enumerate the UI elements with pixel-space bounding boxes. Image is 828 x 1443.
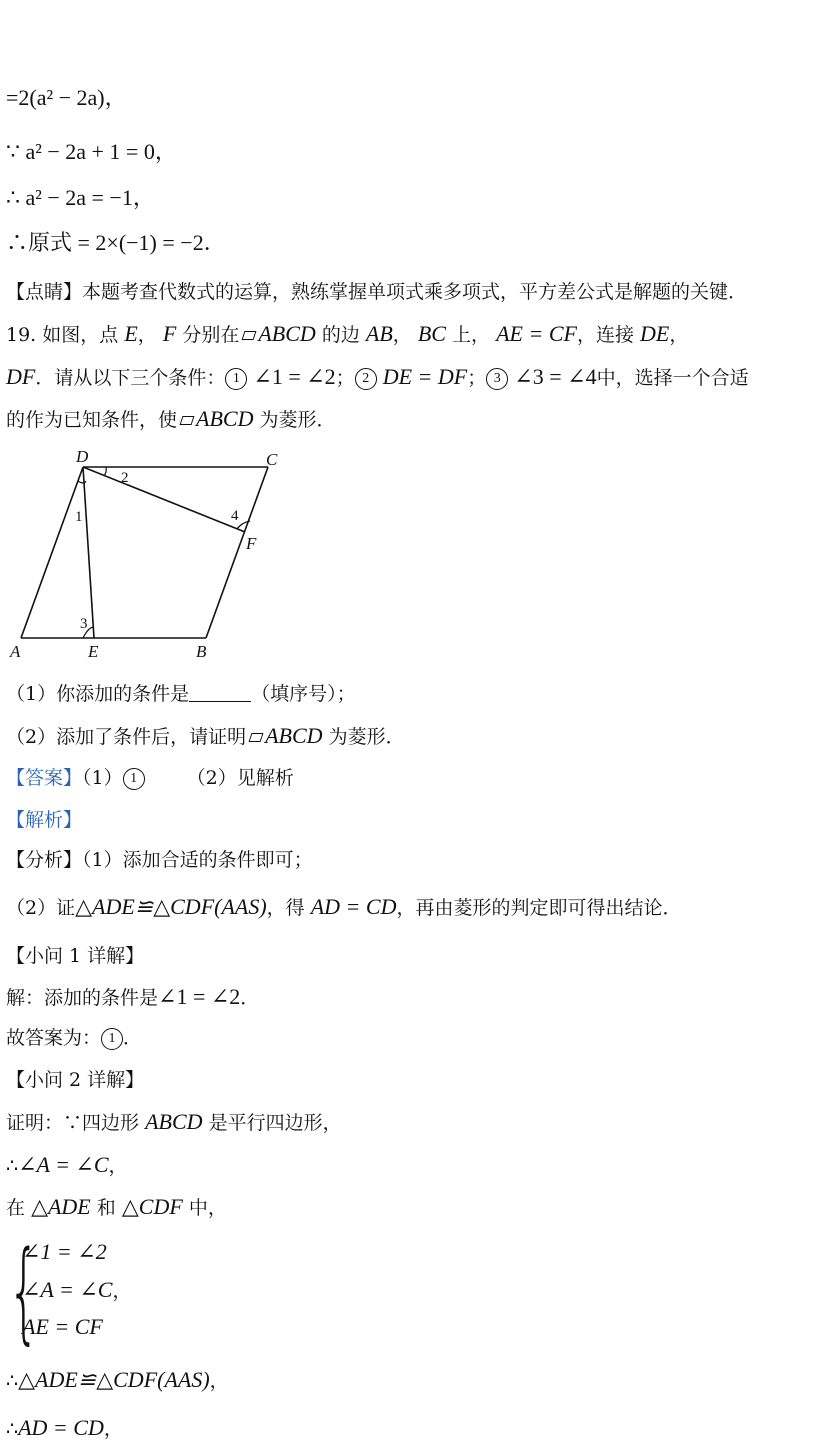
edge-ab: AB (365, 321, 393, 346)
q2-line-1 (6, 1108, 342, 1137)
q-text: ； (467, 367, 487, 389)
system-line-3: AE = CF (22, 1314, 103, 1339)
q1-line-1 (6, 983, 259, 1012)
point-f: F (162, 321, 177, 346)
q2-line-2 (6, 1151, 128, 1180)
condition-1: ∠1 = ∠2 (253, 364, 336, 389)
s-text: ， (112, 1280, 132, 1302)
answer-part2: （2）见解析 (186, 767, 294, 789)
answer-line (6, 764, 294, 792)
derivation-line-3: ∴ a² − 2a = −1， (6, 185, 155, 210)
ae-eq-cf: AE = CF (496, 321, 577, 346)
q-text: ； (335, 367, 355, 389)
q1-line-2 (6, 1024, 142, 1052)
abcd: ABCD (258, 321, 316, 346)
q-text: 中，选择一个合适 (596, 367, 749, 389)
label-angle-3: 3 (80, 616, 88, 632)
label-c: C (266, 450, 278, 469)
label-e: E (88, 642, 99, 661)
q2-line-5 (6, 1414, 123, 1443)
dianjing-note: 【点睛】本题考查代数式的运算，熟练掌握单项式乘多项式，平方差公式是解题的关键． (6, 281, 748, 303)
q-text: 的作为已知条件，使 (6, 409, 178, 431)
s-text: 故答案为： (6, 1027, 102, 1049)
q-text: ， (392, 324, 412, 346)
condition-2-circle: 2 (355, 368, 377, 390)
fenxi-line-2 (6, 893, 681, 922)
q2-line-3 (6, 1193, 227, 1222)
s-text: ． (240, 987, 260, 1009)
condition-3: ∠3 = ∠4 (514, 364, 597, 389)
angle-a-eq-c: ∠A = ∠C (18, 1152, 109, 1177)
answer-circle: 1 (101, 1028, 123, 1050)
label-angle-2: 2 (121, 470, 129, 486)
q1-heading: 【小问 1 详解】 (6, 945, 145, 967)
s-text: 和 (96, 1197, 116, 1219)
q-text: ．请从以下三个条件： (35, 367, 226, 389)
label-a: A (10, 642, 21, 661)
f-text: （2）证 (6, 897, 76, 919)
q-text: 分别在 (182, 324, 240, 346)
s-text: 证明：∵四边形 (6, 1112, 140, 1134)
ad-eq-cd: AD = CD (310, 894, 397, 919)
q-text: 的边 (321, 324, 360, 346)
triangle-cdf: △CDF (121, 1194, 183, 1219)
s-text: 解：添加的条件是 (6, 987, 159, 1009)
congruence: △ADE≌△CDF(AAS) (75, 894, 267, 919)
edge-cb-line (206, 467, 268, 638)
q-text: （2）添加了条件后，请证明 (6, 726, 247, 748)
congruence: △ADE≌△CDF(AAS) (18, 1367, 210, 1392)
ad-eq-cd: AD = CD (18, 1415, 104, 1440)
condition-3-circle: 3 (486, 368, 508, 390)
q-text: （1）你添加的条件是 (6, 683, 190, 705)
s-text: ， (103, 1418, 123, 1440)
parallelogram-figure (8, 445, 288, 665)
parallelogram-icon (249, 733, 264, 742)
parallelogram-icon (242, 331, 257, 340)
q-text: 19. 如图，点 (6, 324, 119, 346)
parallelogram-icon (180, 416, 195, 425)
abcd: ABCD (265, 723, 323, 748)
q-text: 为菱形． (259, 409, 336, 431)
label-f: F (246, 534, 257, 553)
f-text: ，得 (266, 897, 305, 919)
s-text: 在 (6, 1197, 26, 1219)
point-e: E (124, 321, 138, 346)
answer-blank (189, 683, 251, 702)
derivation-line-2: ∵ a² − 2a + 1 = 0， (6, 139, 177, 164)
q-text: 上， (452, 324, 491, 346)
q-text: （填序号）； (251, 683, 356, 705)
answer-tag: 【答案】 (6, 767, 83, 789)
f-text: ，再由菱形的判定即可得出结论． (396, 897, 682, 919)
label-d: D (76, 447, 89, 466)
system-line-2 (22, 1276, 131, 1305)
q-text: ， (669, 324, 689, 346)
sub-question-2 (6, 722, 405, 751)
abcd: ABCD (196, 406, 254, 431)
q2-line-4 (6, 1366, 229, 1395)
answer-circle: 1 (123, 768, 145, 790)
sys-angle: ∠A = ∠C (22, 1277, 113, 1302)
s-text: ． (123, 1027, 143, 1049)
q-text: ， (137, 324, 157, 346)
abcd: ABCD (145, 1109, 203, 1134)
condition-1-circle: 1 (225, 368, 247, 390)
angle-eq: ∠1 = ∠2 (158, 984, 241, 1009)
system-brace: { (8, 1227, 40, 1355)
edge-da (21, 467, 83, 638)
segment-de (83, 467, 94, 638)
s-text: ∴ (6, 1155, 19, 1177)
s-text: 是平行四边形， (208, 1112, 342, 1134)
seg-df: DF (6, 364, 36, 389)
segment-df (83, 467, 245, 532)
edge-bc: BC (417, 321, 446, 346)
seg-de: DE (640, 321, 670, 346)
label-b: B (196, 642, 207, 661)
question-19-line-3 (6, 405, 336, 434)
question-19-line-2 (6, 363, 749, 392)
angle-1-arc (78, 481, 86, 483)
answer-part1: （1） (82, 767, 123, 789)
derivation-line-4: ∴原式 = 2×(−1) = −2． (6, 230, 226, 255)
angle-2-arc (104, 467, 106, 476)
condition-2: DE = DF (382, 364, 468, 389)
label-angle-1: 1 (75, 509, 83, 525)
fenxi-line-1: 【分析】（1）添加合适的条件即可； (6, 849, 313, 871)
jiexi-tag: 【解析】 (6, 809, 83, 831)
question-19-line-1 (6, 320, 688, 349)
q-text: 为菱形． (328, 726, 405, 748)
s-text: ， (209, 1370, 229, 1392)
s-text: ∴ (6, 1418, 19, 1440)
q2-heading: 【小问 2 详解】 (6, 1069, 145, 1091)
system-line-1: ∠1 = ∠2 (22, 1239, 107, 1264)
triangle-ade: △ADE (31, 1194, 91, 1219)
s-text: ， (108, 1155, 128, 1177)
sub-question-1 (6, 680, 356, 708)
derivation-line-1: =2(a² − 2a)， (6, 85, 127, 110)
label-angle-4: 4 (231, 508, 239, 524)
q-text: ，连接 (576, 324, 634, 346)
s-text: 中， (188, 1197, 227, 1219)
s-text: ∴ (6, 1370, 19, 1392)
